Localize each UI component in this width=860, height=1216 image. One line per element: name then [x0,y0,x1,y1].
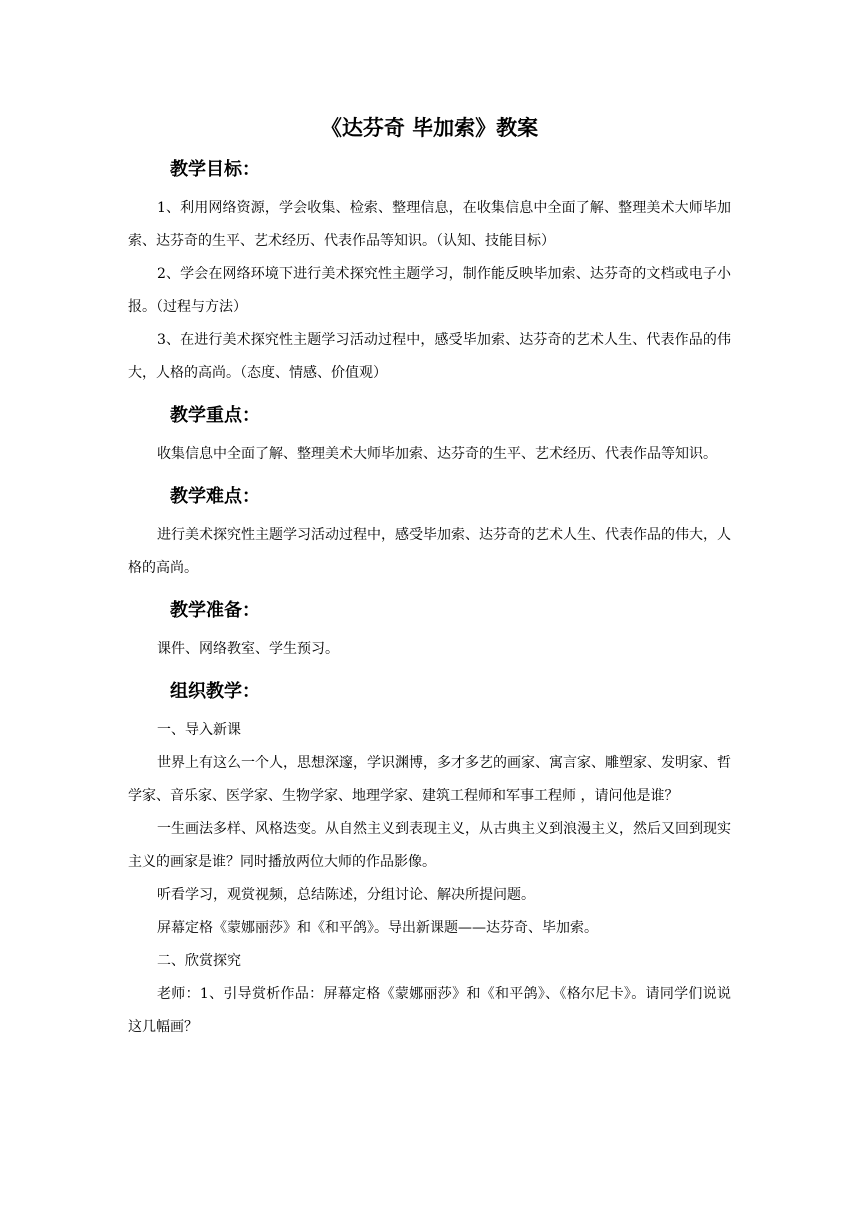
organization-paragraph-5: 屏幕定格《蒙娜丽莎》和《和平鸽》。导出新课题——达芬奇、毕加索。 [157,920,598,936]
organization-paragraph-1: 一、导入新课 [157,722,241,738]
organization-paragraph-4: 听看学习，观赏视频，总结陈述，分组讨论、解决所提问题。 [157,887,535,903]
organization-paragraph-2: 世界上有这么一个人，思想深邃，学识渊博，多才多艺的画家、寓言家、雕塑家、发明家、哲学家、音乐家、医学家、生物学家、地理学家、建筑工程师和军事工程师 ，请问他是谁？ [128,755,731,804]
heading-teaching-goals: 教学目标： [170,159,260,180]
heading-preparation: 教学准备： [170,600,260,621]
heading-difficulties: 教学难点： [170,486,260,507]
goal-paragraph-1: 1、利用网络资源，学会收集、检索、整理信息，在收集信息中全面了解、整理美术大师毕加索、达芬奇的生平、艺术经历、代表作品等知识。（认知、技能目标） [128,200,731,249]
heading-organization: 组织教学： [170,681,260,702]
document-title: 《达芬奇 毕加索》教案 [320,115,539,140]
heading-key-points: 教学重点： [170,405,260,426]
document-body [128,108,731,1044]
organization-paragraph-3: 一生画法多样、风格迭变。从自然主义到表现主义，从古典主义到浪漫主义，然后又回到现实主义的画家是谁？同时播放两位大师的作品影像。 [128,821,731,870]
organization-paragraph-7: 老师：1、引导赏析作品：屏幕定格《蒙娜丽莎》和《和平鸽》、《格尔尼卡》。请同学们说说这几幅画？ [128,986,731,1035]
preparation-paragraph: 课件、网络教室、学生预习。 [157,641,339,657]
goal-paragraph-3: 3、在进行美术探究性主题学习活动过程中，感受毕加索、达芬奇的艺术人生、代表作品的伟大，人格的高尚。（态度、情感、价值观） [128,332,731,381]
organization-paragraph-6: 二、欣赏探究 [157,953,241,969]
key-points-paragraph: 收集信息中全面了解、整理美术大师毕加索、达芬奇的生平、艺术经历、代表作品等知识。 [157,446,717,462]
difficulties-paragraph: 进行美术探究性主题学习活动过程中，感受毕加索、达芬奇的艺术人生、代表作品的伟大，人格的高尚。 [128,527,731,576]
goal-paragraph-2: 2、学会在网络环境下进行美术探究性主题学习，制作能反映毕加索、达芬奇的文档或电子小报。（过程与方法） [128,266,731,315]
